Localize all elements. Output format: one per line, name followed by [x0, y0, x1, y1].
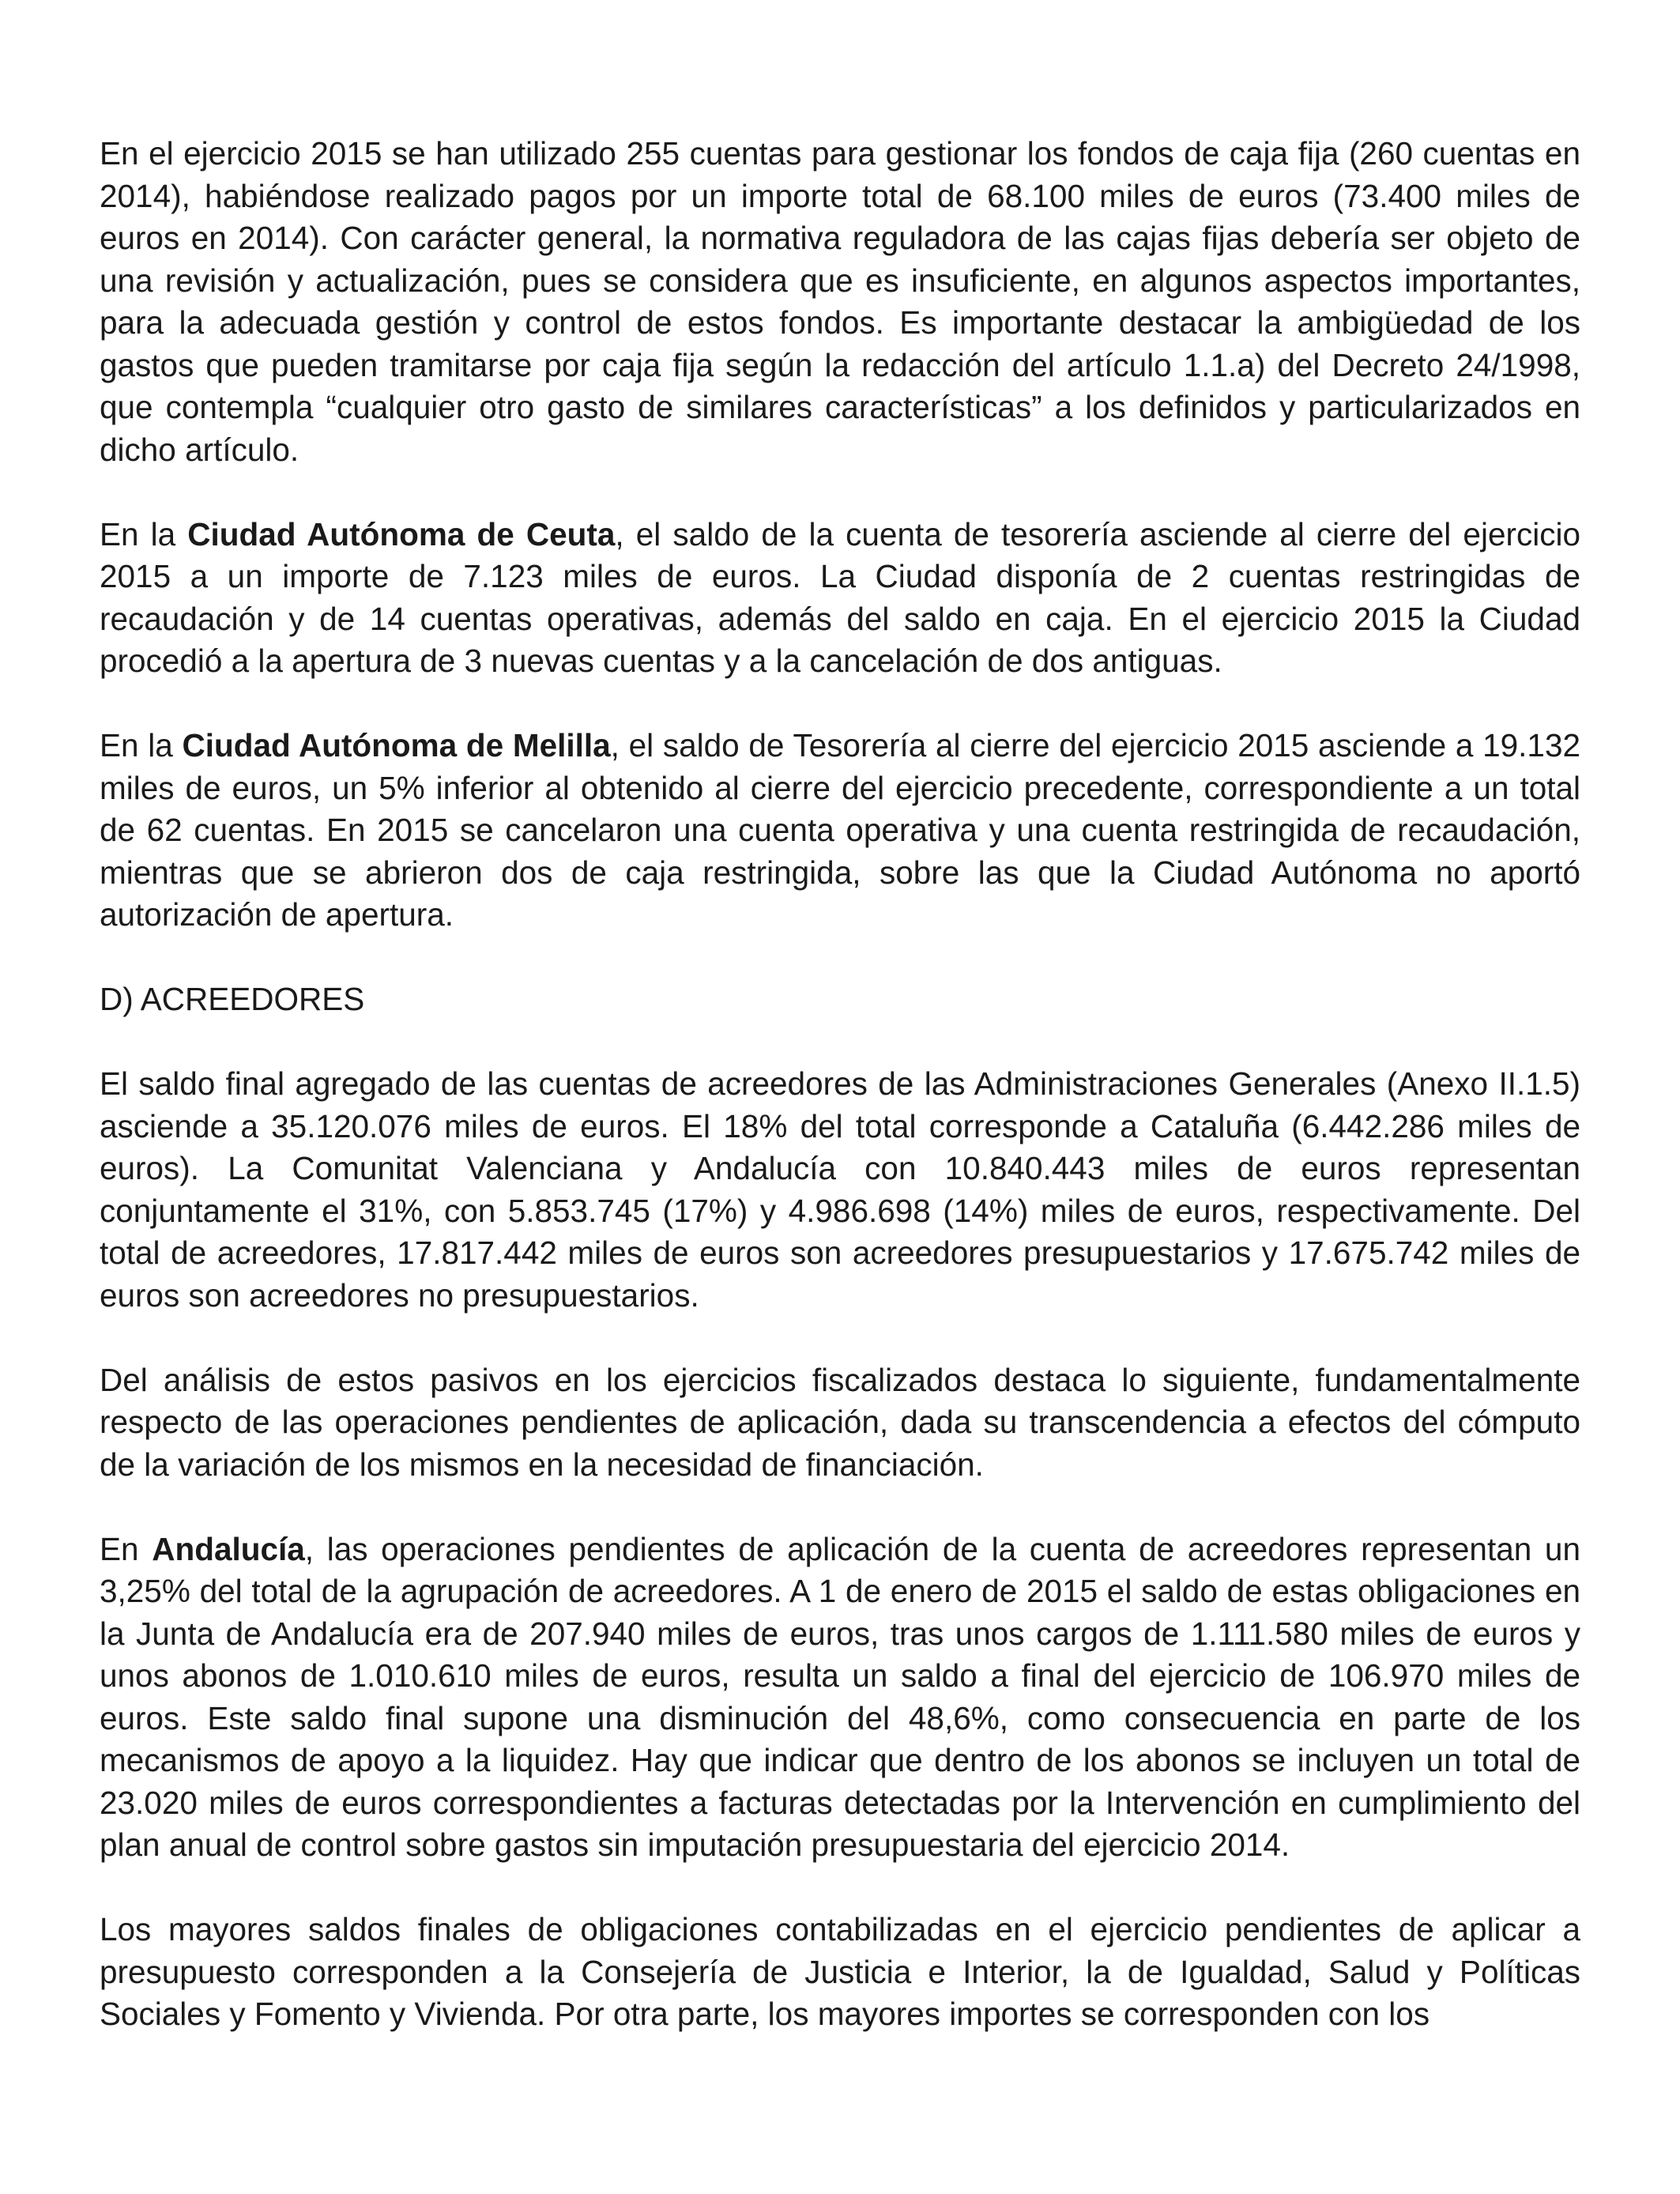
paragraph-text: Los mayores saldos finales de obligaciones contabilizadas en el ejercicio pendientes de aplicar a presupuesto corresponden a la Consejería de Justicia e Interior, la de Igualdad, Salud y Políticas Sociales y Fomento y Vivienda. Por otra parte, los mayores importes se corresponden con los	[100, 1911, 1580, 2032]
paragraph-mayores-saldos	[100, 1909, 1580, 2036]
paragraph-text: , el saldo de Tesorería al cierre del ejercicio 2015 asciende a 19.132 miles de euros, un 5% inferior al obtenido al cierre del ejercicio precedente, correspondiente a un total de 62 cuentas. En 2015 se cancelaron una cuenta operativa y una cuenta restringida de recaudación, mientras que se abrieron dos de caja restringida, sobre las que la Ciudad Autónoma no aportó autorización de apertura.	[100, 727, 1580, 933]
paragraph-andalucia	[100, 1529, 1580, 1867]
paragraph-text: En el ejercicio 2015 se han utilizado 255 cuentas para gestionar los fondos de caja fija (260 cuentas en 2014), habiéndose realizado pagos por un importe total de 68.100 miles de euros (73.400 miles de euros en 2014). Con carácter general, la normativa reguladora de las cajas fijas debería ser objeto de una revisión y actualización, pues se considera que es insuficiente, en algunos aspectos importantes, para la adecuada gestión y control de estos fondos. Es importante destacar la ambigüedad de los gastos que pueden tramitarse por caja fija según la redacción del artículo 1.1.a) del Decreto 24/1998, que contempla “cualquier otro gasto de similares características” a los definidos y particularizados en dicho artículo.	[100, 135, 1580, 468]
paragraph-text: El saldo final agregado de las cuentas de acreedores de las Administraciones Generales (Anexo II.1.5) asciende a 35.120.076 miles de euros. El 18% del total corresponde a Cataluña (6.442.286 miles de euros). La Comunitat Valenciana y Andalucía con 10.840.443 miles de euros representan conjuntamente el 31%, con 5.853.745 (17%) y 4.986.698 (14%) miles de euros, respectivamente. Del total de acreedores, 17.817.442 miles de euros son acreedores presupuestarios y 17.675.742 miles de euros son acreedores no presupuestarios.	[100, 1065, 1580, 1314]
bold-term-ceuta: Ciudad Autónoma de Ceuta	[187, 515, 616, 552]
bold-term-andalucia: Andalucía	[152, 1530, 305, 1567]
paragraph-saldo-acreedores	[100, 1063, 1580, 1317]
paragraph-text: En la	[100, 727, 183, 763]
paragraph-text: , el saldo de la cuenta de tesorería asciende al cierre del ejercicio 2015 a un importe de 7.123 miles de euros. La Ciudad disponía de 2 cuentas restringidas de recaudación y de 14 cuentas operativas, además del saldo en caja. En el ejercicio 2015 la Ciudad procedió a la apertura de 3 nuevas cuentas y a la cancelación de dos antiguas.	[100, 515, 1580, 679]
document-page	[100, 133, 1580, 2078]
paragraph-ceuta	[100, 514, 1580, 683]
heading-text: D) ACREEDORES	[100, 981, 365, 1017]
section-heading-acreedores	[100, 978, 1580, 1021]
paragraph-text: En	[100, 1530, 153, 1567]
bold-term-melilla: Ciudad Autónoma de Melilla	[182, 727, 611, 763]
paragraph-analisis-pasivos	[100, 1359, 1580, 1487]
paragraph-text: En la	[100, 515, 188, 552]
paragraph-text: Del análisis de estos pasivos en los ejercicios fiscalizados destaca lo siguiente, fundamentalmente respecto de las operaciones pendientes de aplicación, dada su transcendencia a efectos del cómputo de la variación de los mismos en la necesidad de financiación.	[100, 1361, 1580, 1483]
paragraph-text: , las operaciones pendientes de aplicación de la cuenta de acreedores representan un 3,25% del total de la agrupación de acreedores. A 1 de enero de 2015 el saldo de estas obligaciones en la Junta de Andalucía era de 207.940 miles de euros, tras unos cargos de 1.111.580 miles de euros y unos abonos de 1.010.610 miles de euros, resulta un saldo a final del ejercicio de 106.970 miles de euros. Este saldo final supone una disminución del 48,6%, como consecuencia en parte de los mecanismos de apoyo a la liquidez. Hay que indicar que dentro de los abonos se incluyen un total de 23.020 miles de euros correspondientes a facturas detectadas por la Intervención en cumplimiento del plan anual de control sobre gastos sin imputación presupuestaria del ejercicio 2014.	[100, 1530, 1580, 1863]
paragraph-caja-fija	[100, 133, 1580, 471]
paragraph-melilla	[100, 725, 1580, 937]
